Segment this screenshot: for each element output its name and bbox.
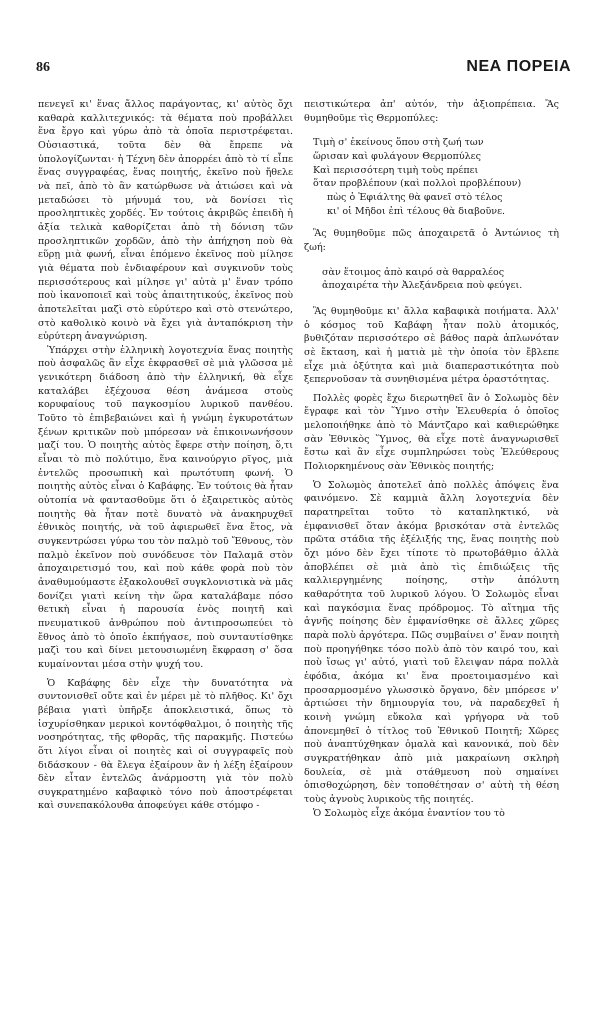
verse-line: κι' οἱ Μῆδοι ἐπὶ τέλους θὰ διαβοῦνε. (327, 205, 506, 217)
poem-quote-antony (304, 266, 559, 293)
verse-line: Καὶ περισσότερη τιμὴ τοὺς πρέπει (313, 164, 479, 176)
page-number: 86 (36, 60, 50, 75)
right-column (304, 98, 559, 820)
journal-title: ΝΕΑ ΠΟΡΕΙΑ (466, 58, 571, 75)
paragraph: Ὑπάρχει στὴν ἑλληνικὴ λογοτεχνία ἕνας ποιητὴς ποὺ ἀσφαλῶς ἂν εἶχε ἐκφρασθεῖ σὲ μιὰ γλῶσσα μὲ γενικότερη διάδοση ἀπὸ τὴν ἑλληνική, θὰ εἶχε καταλάβει ἐξέχουσα θέση ἀνάμεσα στοὺς κορυφαίους τοῦ παγκοσμίου λυρικοῦ πανθέου. Τοῦτο τὸ ἐπιβεβαιώνει καὶ ἡ γνώμη ἐγκυροτάτων ξένων κριτικῶν ποὺ μπόρεσαν νὰ ἐπικοινωνήσουν μαζί του. Ὁ ποιητὴς αὐτὸς ἔφερε στὴν ποίηση, ὅ,τι εἶναι τὸ πιὸ πολύτιμο, ἕνα καινούργιο ρῖγος, μιὰ ἐντελῶς προσωπικὴ καὶ πρωτότυπη φωνή. Ὁ ποιητὴς αὐτὸς εἶναι ὁ Καβάφης. Ἐν τούτοις θὰ ἦταν οὐτοπία νὰ φαντασθοῦμε ὅτι ὁ ἐξαιρετικὸς αὐτὸς ποιητὴς θὰ ἦταν ποτὲ δυνατὸ νὰ ἀνακηρυχθεῖ ἐθνικὸς ποιητής, νὰ τοῦ ἀφιερωθεῖ ἕνα ἔτος, νὰ συγκεντρώσει γύρω του τὸν παλμὸ τοῦ Ἔθνους, τὸν παλμὸ ἐκεῖνον ποὺ συνόδευσε τὸν Παλαμᾶ στὸν ἀποχαιρετισμό του, καὶ ποὺ κάθε φορὰ ποὺ τὸν ἀναθυμούμαστε ἐξακολουθεῖ συγκλονιστικὰ νὰ μᾶς δονίζει γιατὶ κείνη τὴν ὥρα καταλάβαμε πόσο θετικὴ εἶναι ἡ παρουσία ἑνὸς ποιητῆ καὶ πνευματικοῦ ἀνθρώπου ποὺ ἀντιπροσωπεύει τὸ ἔθνος ἀπὸ τὸ ὁποῖο ἐκπήγασε, ποὺ συνταυτίσθηκε μαζὶ του καὶ δίνει μετουσιωμένη ἔκφραση σ' ὅσα κυμαίνονται μέσα στὴν ψυχή του. (38, 344, 293, 670)
verse-line: ὥρισαν καὶ φυλάγουν Θερμοπύλες (313, 150, 481, 162)
verse-line: ὅταν προβλέπουν (καὶ πολλοὶ προβλέπουν) (313, 178, 522, 190)
verse-line: ἀποχαιρέτα τὴν Ἀλεξάνδρεια ποὺ φεύγει. (322, 280, 523, 292)
verse-line: σὰν ἕτοιμος ἀπὸ καιρό σὰ θαρραλέος (322, 266, 505, 278)
paragraph: πειστικώτερα ἀπ' αὐτόν, τὴν ἀξιοπρέπεια. Ἂς θυμηθοῦμε τὶς Θερμοπύλες: (304, 99, 559, 124)
paragraph: Ἂς θυμηθοῦμε πῶς ἀποχαιρετᾶ ὁ Ἀντώνιος τὴ ζωή: (304, 228, 559, 253)
poem-quote-thermopylae (304, 136, 559, 218)
paragraph: Ὁ Καβάφης δὲν εἶχε τὴν δυνατότητα νὰ συντονισθεῖ οὔτε καὶ ἐν μέρει μὲ τὸ πλῆθος. Κι' ὄχι βέβαια γιατὶ ὑπῆρξε ἀποκλειστικά, ὅπως τὸ ἰσχυρίσθηκαν μερικοὶ κοντόφθαλμοι, ὁ ποιητὴς τῆς νοσηρότητας, τῆς φθορᾶς, τῆς παρακμῆς. Πιστεύω ὅτι λίγοι εἶναι οἱ ποιητὲς καὶ οἱ συγγραφεῖς ποὺ διδάσκουν - θὰ ἔλεγα ἐξαίρουν ἂν ἡ λέξη ἐξαίρουν δὲν εἶταν ἐντελῶς ἀνάρμοστη γιὰ τὸν πολὺ συγκρατημένο καβαφικὸ τόνο ποὺ ἀποστρέφεται καὶ συνεπακόλουθα ἀποφεύγει κάθε στόμφο - (38, 677, 293, 812)
left-column (38, 98, 293, 813)
paragraph: πενεγεῖ κι' ἕνας ἄλλος παράγοντας, κι' αὐτὸς ὄχι καθαρὰ καλλιτεχνικός: τὰ θέματα ποὺ προβάλλει ἕνα ἔργο καὶ γύρω ἀπὸ τὰ ὁποῖα περιστρέφεται. Οὐσιαστικά, τοῦτα δὲν θὰ ἔπρεπε νὰ ὑπολογίζωνται· ἡ Τέχνη δὲν ἀπορρέει ἀπὸ τὸ τί εἶπε ἕνας συγγραφέας, ἕνας ποιητής, ἐκεῖνο ποὺ ἤθελε νὰ πεῖ, ἀπὸ τὸ ἂν κατώρθωσε νὰ ἀτιώσει καὶ νὰ μεταδώσει τὸ μήνυμά του, νὰ δονίσει τὶς προσληπτικὲς χορδές. Ἐν τούτοις ἀκριβῶς ἐπειδὴ ἡ ἀξία τελικὰ καθορίζεται ἀπὸ τὴ δόνιση τῶν προσληπτικῶν χορδῶν, ἀπὸ τὴν ἀπήχηση ποὺ θὰ εὕρῃ μιὰ φωνή, εἶναι ἑπόμενο ἐκεῖνος ποὺ μίλησε γιὰ θέματα ποὺ ἐνδιαφέρουν καὶ συγκινοῦν τοὺς περισσότερους καὶ μίλησε γι' αὐτὰ μ' ἕναν τρόπο ποὺ ἱκανοποιεῖ καὶ τοὺς ἀπαιτητικούς, ἐκεῖνος ποὺ ἀποτελεῖται μαζὶ στὸ εὐρύτερο καὶ στὸ στενώτερο, στὸ καθολικὸ κοινὸ νὰ ἔχει γιὰ ἀνταπόκριση τὴν εὐρύτερη ἀναγνώριση. (38, 99, 293, 343)
paragraph: Πολλὲς φορὲς ἔχω διερωτηθεῖ ἂν ὁ Σολωμὸς δὲν ἔγραφε καὶ τὸν Ὕμνο στὴν Ἐλευθερία ὁ ὁποῖος μελοποιήθηκε ἀπὸ τὸ Μάντζαρο καὶ καθιερώθηκε σὰν Ἐθνικὸς Ὕμνος, θὰ εἶχε ποτὲ ἀναγνωρισθεῖ ἔστω καὶ ἂν εἶχε συμπληρώσει τοὺς Ἐλεύθερους Πολιορκημένους σὰν Ἐθνικὸς ποιητής; (304, 392, 559, 473)
paragraph: Ἂς θυμηθοῦμε κι' ἄλλα καβαφικὰ ποιήματα. Ἀλλ' ὁ κόσμος τοῦ Καβάφη ἦταν πολὺ ἀτομικός, βυθιζόταν περισσότερο σὲ βάθος παρὰ ἁπλωνόταν σὲ ἔκταση, καὶ ἡ ματιὰ μὲ τὴν ὁποία τὸν ἔβλεπε εἶχε μιὰ ὀξύτητα καὶ μιὰ διαπεραστικότητα ποὺ ξεπερνοῦσαν τὰ συνηθισμένα μέτρα ὁραστότητας. (304, 305, 559, 386)
paragraph: Ὁ Σολωμὸς ἀποτελεῖ ἀπὸ πολλὲς ἀπόψεις ἕνα φαινόμενο. Σὲ καμμιὰ ἄλλη λογοτεχνία δὲν παρατηρεῖται τοῦτο τὸ καταπληκτικό, νὰ ἐμφανισθεῖ ὅταν ἀκόμα βρισκόταν στὰ ἐντελῶς πρῶτα στάδια τῆς ἐξέλιξής της, ἕνας ποιητὴς ποὺ ὄχι μόνο δὲν ἔχει τίποτε τὸ πρωτοβάθμιο ἀλλὰ ἀποβλέπει σὲ μιὰ ἀπὸ τὶς ἐπιδιώξεις τῆς καλλιεργημένης ποίησης, στὴν ἀπόλυτη καθαρότητα τοῦ λυρικοῦ λόγου. Ὁ Σολωμὸς εἶναι καὶ παγκόσμια ἕνας πρόδρομος. Τὸ αἴτημα τῆς ἁγνῆς ποίησης δὲν ἐμφανίσθηκε σὲ ἄλλες χῶρες παρὰ πολὺ ἀργότερα. Πῶς συμβαίνει σ' ἕναν ποιητὴ ποὺ προηγήθηκε τόσο πολὺ ἀπὸ τὸν καιρό του, καὶ ποὺ ἴσως γι' αὐτό, γιατὶ τοῦ ἔλειψαν πάρα πολλὰ ἐφόδια, ἀκόμα κι' ἕνα προετοιμασμένο καὶ προσαρμοσμένο γλωσσικὸ ὄργανο, δὲν μπόρεσε ν' ἀρτιώσει τὴν δημιουργία του, νὰ παραδεχθεῖ ἡ κοινὴ γνώμη εὔκολα καὶ γρήγορα νὰ τοῦ ἀπονεμηθεῖ ὁ τίτλος τοῦ Ἐθνικοῦ Ποιητῆ; Χῶρες ποὺ ἀναπτύχθηκαν ὁμαλὰ καὶ κανονικά, ποὺ δὲν συγκρατήθηκαν ἀπὸ μιὰ μακραίωνη σκληρὴ δουλεία, σὲ μιὰ στάθμευση ποὺ σημαίνει ὀπισθοχώρηση, δὲν τοποθέτησαν σ' αὐτὴ τὴ θέση τοὺς ἁγνοὺς λυρικοὺς τῆς ποιητές. (304, 479, 559, 805)
verse-line: Τιμὴ σ' ἐκείνους ὅπου στὴ ζωή των (313, 137, 484, 149)
running-head (36, 60, 571, 82)
paragraph: Ὁ Σολωμὸς εἶχε ἀκόμα ἐναντίον του τὸ (313, 807, 505, 819)
verse-line: πὼς ὁ Ἐφιάλτης θὰ φανεῖ στὸ τέλος (327, 191, 503, 203)
